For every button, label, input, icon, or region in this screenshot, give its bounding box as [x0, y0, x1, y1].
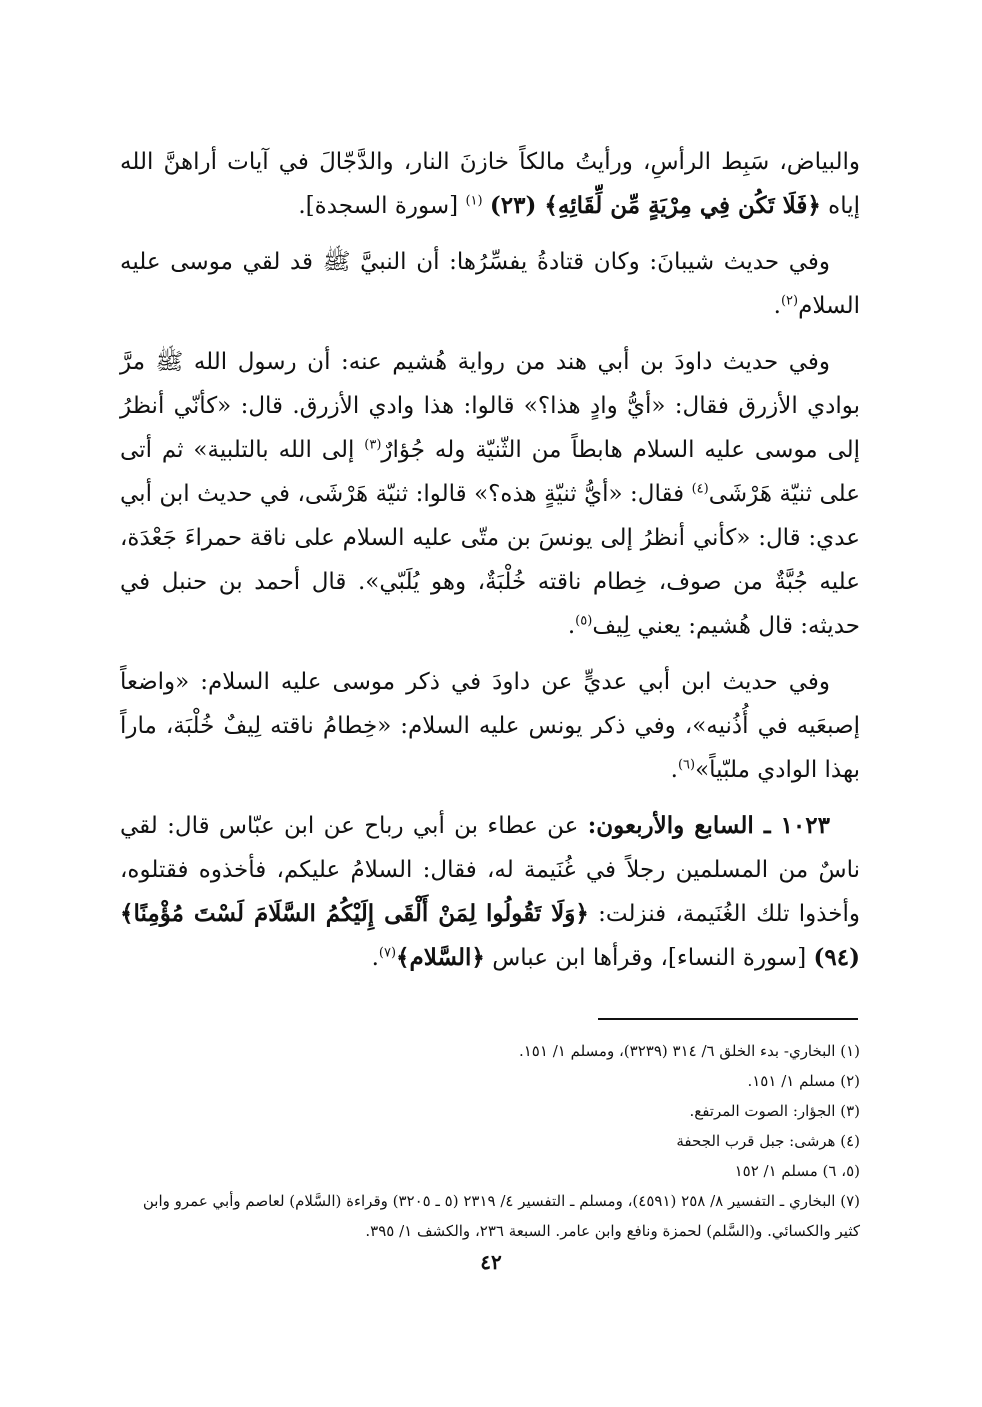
footnote-3: (٣) الجؤار: الصوت المرتفع.: [689, 1102, 860, 1120]
footnote-ref-4: (٤): [691, 481, 709, 497]
paragraph-2: [120, 240, 860, 328]
footnote-1: (١) البخاري- بدء الخلق ٦/ ٣١٤ (٣٢٣٩)، ومسلم ١/ ١٥١.: [518, 1042, 860, 1060]
paragraph-2-text: وفي حديث شيبانَ: وكان قتادةُ يفسِّرُها: أن النبيَّ ﷺ قد لقي موسى عليه السلام: [120, 249, 860, 319]
paragraph-3-tail: .: [567, 613, 576, 639]
surah-citation-sajda: [سورة السجدة].: [298, 193, 459, 219]
footnote-ref-2: (٢): [780, 293, 799, 309]
footnote-ref-5: (٥): [575, 613, 593, 629]
footnote-5-6: (٥، ٦) مسلم ١/ ١٥٢: [734, 1162, 860, 1180]
paragraph-4-tail: .: [670, 757, 678, 783]
paragraph-5-text: عن عطاء بن أبي رباح عن ابن عبّاس قال: لقي ناسٌ من المسلمين رجلاً في غُنَيمة له، فقال: السلامُ عليكم، فأخذوه فقتلوه، وأخذوا تلك الغُنَيمة، فنزلت:: [120, 813, 861, 927]
page-number: ٤٢: [480, 1250, 502, 1274]
main-text: [120, 140, 860, 992]
paragraph-4-text: وفي حديث ابن أبي عديٍّ عن داودَ في ذكر موسى عليه السلام: «واضعاً إصبعَيه في أُذُنيه»، وفي ذكر يونس عليه السلام: «خِطامُ ناقته لِيفٌ خُلْبَة، ماراً بهذا الوادي ملبّياً»: [120, 669, 860, 783]
paragraph-5-tail: .: [371, 945, 379, 971]
paragraph-5: [120, 804, 860, 980]
footnote-2: (٢) مسلم ١/ ١٥١.: [747, 1072, 860, 1090]
footnote-ref-6: (٦): [677, 757, 696, 773]
hadith-number: ١٠٢٣ ـ السابع والأربعون:: [587, 812, 830, 839]
footnote-ref-7: (٧): [378, 945, 397, 961]
quran-word-salam: ﴿السَّلام﴾: [396, 944, 485, 971]
quran-verse-sajda: ﴿فَلَا تَكُن فِي مِرْيَةٍ مِّن لِّقَائِهِ﴾ (٢٣): [489, 192, 821, 219]
paragraph-4: [120, 660, 860, 792]
paragraph-3: [120, 340, 860, 648]
quran-verse-nisa: ﴿وَلَا تَقُولُوا لِمَنْ أَلْقَى إِلَيْكُمُ السَّلَامَ لَسْتَ مُؤْمِنًا﴾ (٩٤): [120, 900, 860, 971]
footnote-ref-1: (١): [465, 193, 483, 209]
footnotes: [120, 1036, 860, 1246]
paragraph-3-text-a: وفي حديث داودَ بن أبي هند من رواية هُشيم عنه: أن رسول الله ﷺ مرَّ بوادي الأزرق فقال: «أيُّ وادٍ هذا؟» قالوا: هذا وادي الأزرق. قال: «كأنّي أنظرُ إلى موسى عليه السلام هابطاً من الثّنيّة وله جُؤارٌ: [120, 349, 860, 463]
footnote-ref-3: (٣): [364, 437, 382, 453]
paragraph-3-text-c: فقال: «أيُّ ثنيّةٍ هذه؟» قالوا: ثنيّة هَرْشَى، في حديث ابن أبي عدي: قال: «كأني أنظرُ إلى يونسَ بن متّى عليه السلام على ناقة حمراءَ جَعْدَة، عليه جُبَّةٌ من صوف، خِطام ناقته خُلْبَةٌ، وهو يُلَبّي». قال أحمد بن حنبل في حديثه: قال هُشيم: يعني لِيف: [120, 481, 860, 639]
paragraph-5-text-b: [سورة النساء]، وقرأها ابن عباس: [492, 945, 807, 971]
footnote-7: (٧) البخاري ـ التفسير ٨/ ٢٥٨ (٤٥٩١)، ومسلم ـ التفسير ٤/ ٢٣١٩ (٥ ـ ٣٢٠٥) وقراءة (السَّلام) لعاصم وأبي عمرو وابن كثير والكسائي. و(السَّلم) لحمزة ونافع وابن عامر. السبعة ٢٣٦، والكشف ١/ ٣٩٥.: [142, 1192, 860, 1240]
paragraph-1-text: والبياض، سَبِط الرأسِ، ورأيتُ مالكاً خازنَ النار، والدَّجّالَ في آيات أراهنَّ الله إياه: [120, 149, 860, 219]
footnote-divider: [598, 1018, 858, 1020]
paragraph-2-tail: .: [773, 293, 781, 319]
paragraph-1: [120, 140, 860, 228]
footnote-4: (٤) هرشى: جبل قرب الجحفة: [676, 1132, 860, 1150]
paragraph-3-text-b: إلى الله بالتلبية» ثم أتى على ثنيّة هَرْشَى: [120, 437, 860, 507]
